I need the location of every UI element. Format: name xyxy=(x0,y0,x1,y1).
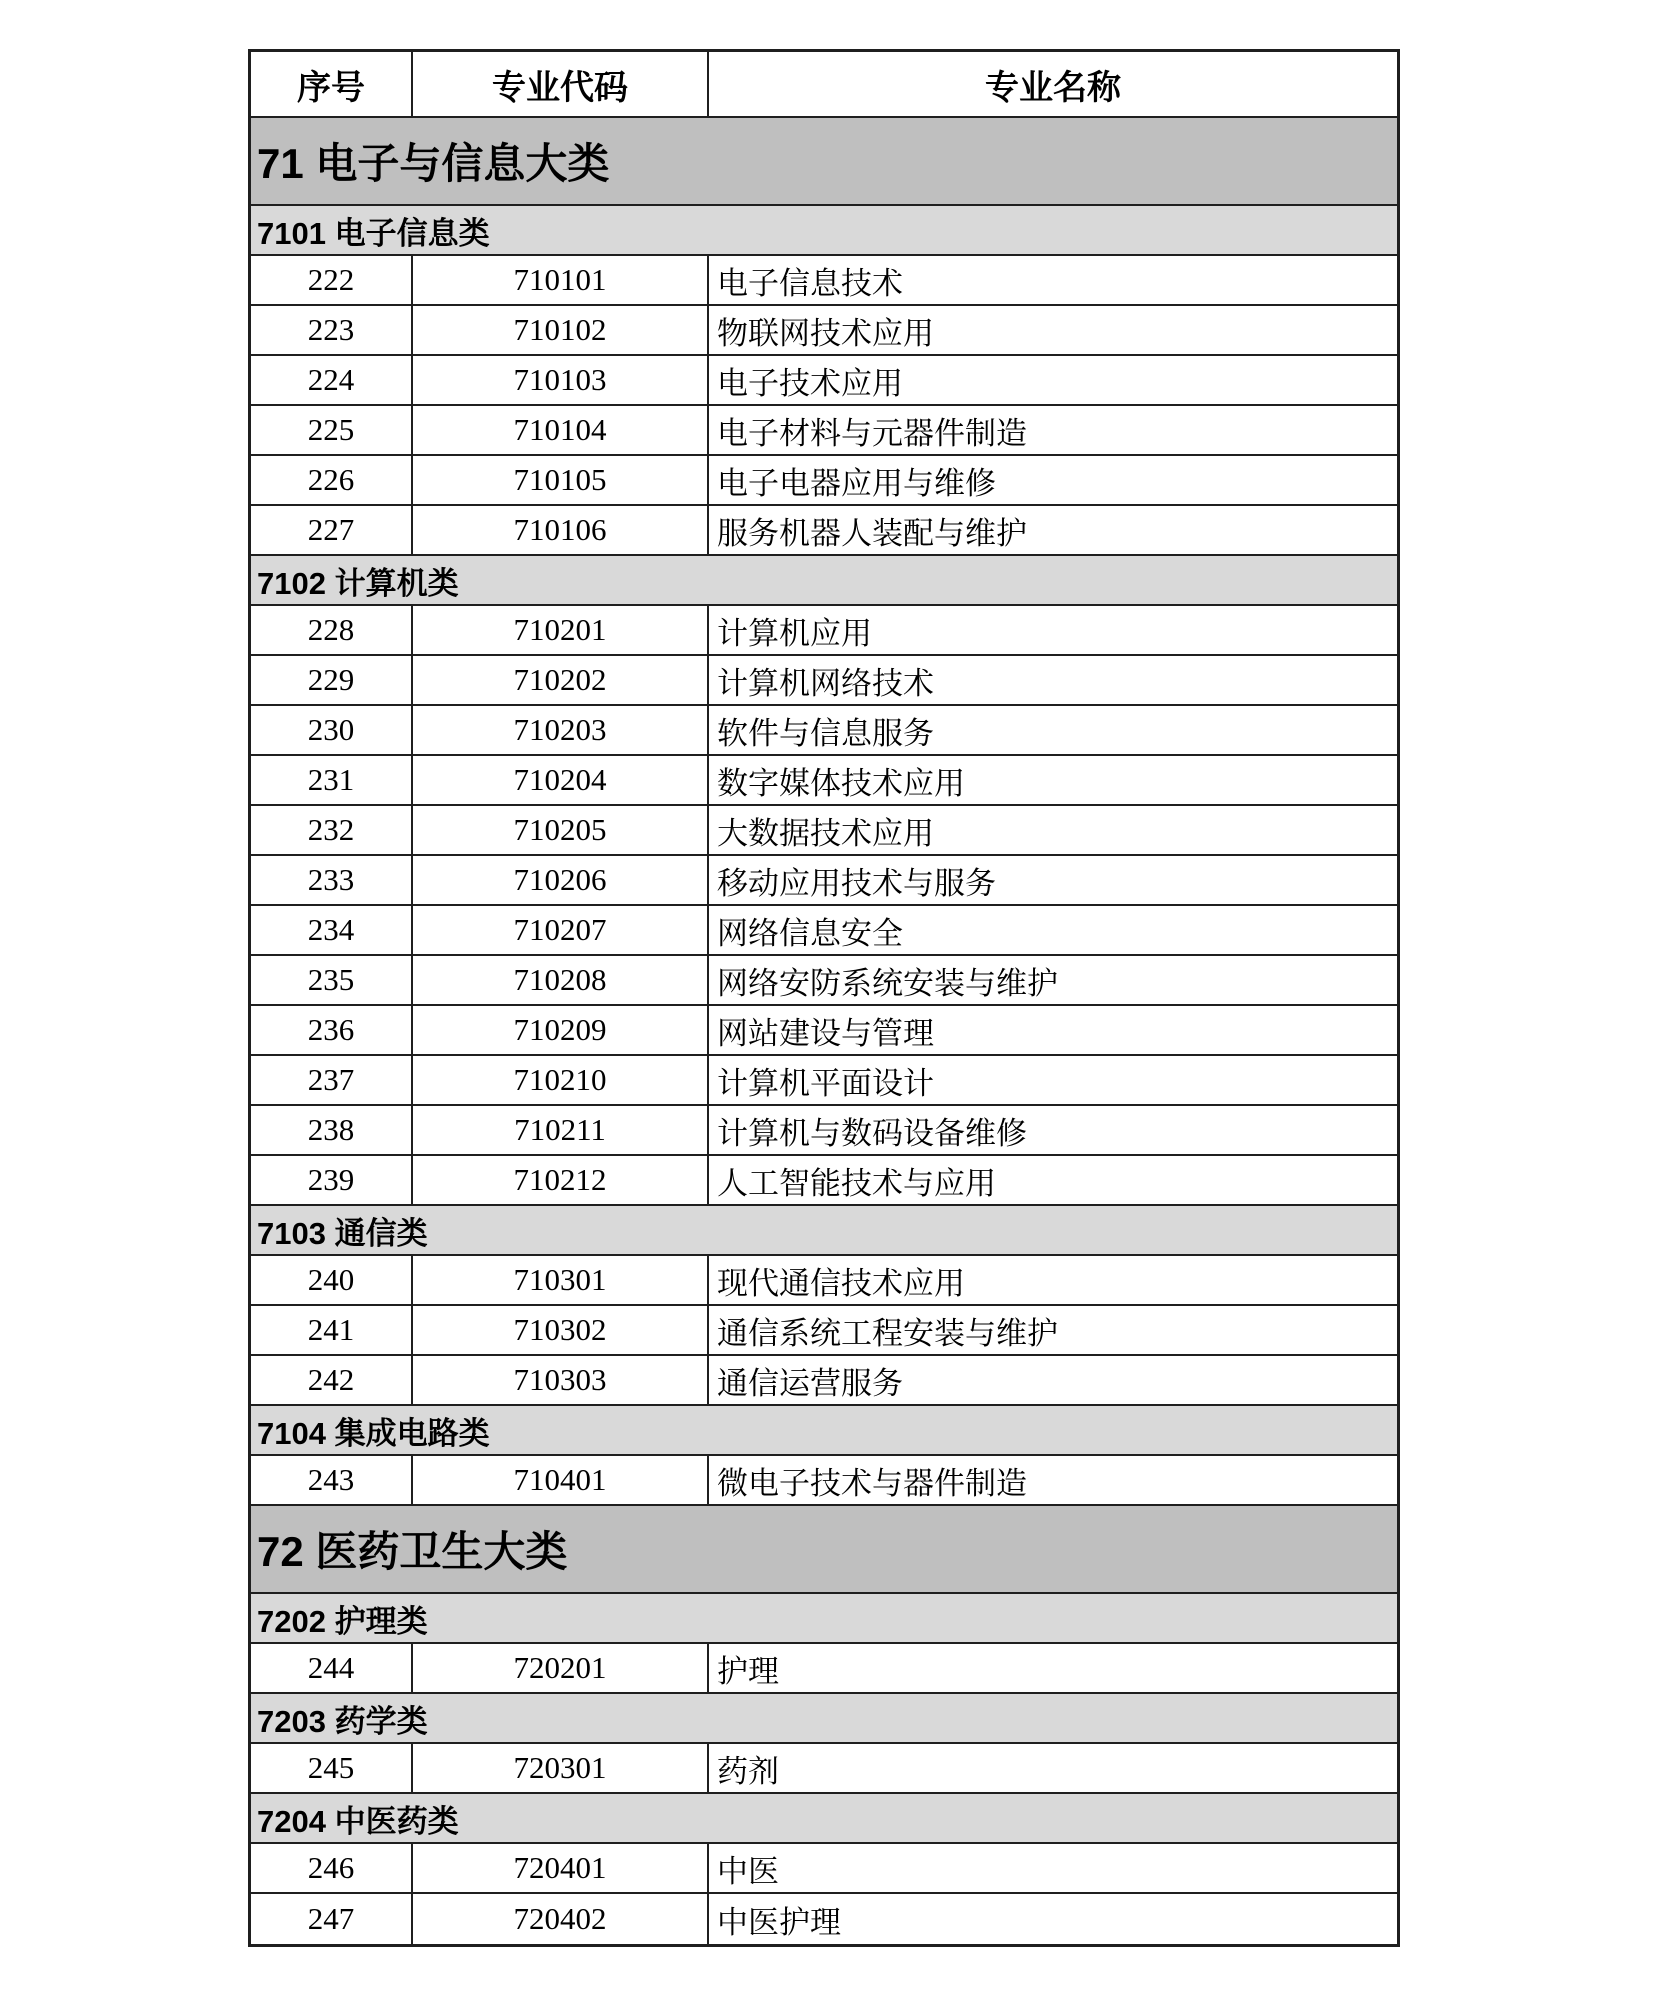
cell-major-code: 710102 xyxy=(413,306,709,354)
section-header-row xyxy=(251,118,1397,206)
table-row xyxy=(251,506,1397,556)
cell-serial-number: 232 xyxy=(251,806,413,854)
column-header-major-code: 专业代码 xyxy=(413,52,709,116)
table-row xyxy=(251,756,1397,806)
cell-major-code: 720301 xyxy=(413,1744,709,1792)
cell-serial-number: 222 xyxy=(251,256,413,304)
table-row xyxy=(251,456,1397,506)
table-body xyxy=(251,118,1397,1944)
table-row xyxy=(251,306,1397,356)
table-row xyxy=(251,956,1397,1006)
column-header-serial: 序号 xyxy=(251,52,413,116)
table-row xyxy=(251,256,1397,306)
cell-serial-number: 241 xyxy=(251,1306,413,1354)
table-header-row xyxy=(251,52,1397,118)
cell-serial-number: 226 xyxy=(251,456,413,504)
cell-major-code: 710106 xyxy=(413,506,709,554)
subsection-header-label: 7203 药学类 xyxy=(257,1703,428,1739)
cell-serial-number: 231 xyxy=(251,756,413,804)
cell-serial-number: 235 xyxy=(251,956,413,1004)
table-row xyxy=(251,1644,1397,1694)
cell-major-code: 710212 xyxy=(413,1156,709,1204)
cell-serial-number: 242 xyxy=(251,1356,413,1404)
cell-major-code: 710401 xyxy=(413,1456,709,1504)
column-header-major-name: 专业名称 xyxy=(985,68,1121,107)
cell-major-name: 通信运营服务 xyxy=(717,1365,903,1401)
table-row xyxy=(251,1256,1397,1306)
subsection-header-row xyxy=(251,1594,1397,1644)
cell-major-code: 710207 xyxy=(413,906,709,954)
subsection-header-row xyxy=(251,206,1397,256)
table-row xyxy=(251,1106,1397,1156)
cell-major-name: 计算机与数码设备维修 xyxy=(717,1115,1027,1151)
cell-major-name: 计算机网络技术 xyxy=(717,665,934,701)
cell-major-name: 网络安防系统安装与维护 xyxy=(717,965,1058,1001)
cell-major-name: 中医护理 xyxy=(717,1904,841,1940)
cell-serial-number: 229 xyxy=(251,656,413,704)
subsection-header-row xyxy=(251,556,1397,606)
table-row xyxy=(251,606,1397,656)
cell-major-name: 移动应用技术与服务 xyxy=(717,865,996,901)
cell-serial-number: 223 xyxy=(251,306,413,354)
table-row xyxy=(251,356,1397,406)
cell-major-name: 电子电器应用与维修 xyxy=(717,465,996,501)
cell-serial-number: 246 xyxy=(251,1844,413,1892)
table-row xyxy=(251,1356,1397,1406)
cell-major-name: 物联网技术应用 xyxy=(717,315,934,351)
cell-major-code: 710206 xyxy=(413,856,709,904)
cell-major-code: 710203 xyxy=(413,706,709,754)
table-row xyxy=(251,706,1397,756)
cell-serial-number: 245 xyxy=(251,1744,413,1792)
cell-major-code: 710301 xyxy=(413,1256,709,1304)
cell-major-code: 710204 xyxy=(413,756,709,804)
subsection-header-row xyxy=(251,1794,1397,1844)
cell-serial-number: 243 xyxy=(251,1456,413,1504)
cell-major-code: 710101 xyxy=(413,256,709,304)
cell-major-code: 710205 xyxy=(413,806,709,854)
cell-serial-number: 227 xyxy=(251,506,413,554)
cell-serial-number: 230 xyxy=(251,706,413,754)
table-row xyxy=(251,1844,1397,1894)
cell-serial-number: 238 xyxy=(251,1106,413,1154)
cell-major-code: 710303 xyxy=(413,1356,709,1404)
cell-major-code: 710210 xyxy=(413,1056,709,1104)
subsection-header-label: 7101 电子信息类 xyxy=(257,215,490,251)
section-header-label: 71 电子与信息大类 xyxy=(257,140,610,187)
cell-serial-number: 237 xyxy=(251,1056,413,1104)
table-row xyxy=(251,856,1397,906)
cell-major-name: 药剂 xyxy=(717,1753,779,1789)
table-row xyxy=(251,406,1397,456)
majors-table xyxy=(248,49,1400,1947)
cell-major-code: 710302 xyxy=(413,1306,709,1354)
table-row xyxy=(251,1456,1397,1506)
table-row xyxy=(251,1056,1397,1106)
cell-major-code: 720402 xyxy=(413,1894,709,1944)
cell-major-code: 710209 xyxy=(413,1006,709,1054)
subsection-header-label: 7204 中医药类 xyxy=(257,1803,459,1839)
section-header-row xyxy=(251,1506,1397,1594)
subsection-header-row xyxy=(251,1406,1397,1456)
cell-major-name: 电子信息技术 xyxy=(717,265,903,301)
cell-serial-number: 244 xyxy=(251,1644,413,1692)
subsection-header-row xyxy=(251,1206,1397,1256)
cell-major-code: 720201 xyxy=(413,1644,709,1692)
subsection-header-row xyxy=(251,1694,1397,1744)
cell-serial-number: 225 xyxy=(251,406,413,454)
subsection-header-label: 7103 通信类 xyxy=(257,1215,428,1251)
cell-serial-number: 240 xyxy=(251,1256,413,1304)
cell-serial-number: 228 xyxy=(251,606,413,654)
table-row xyxy=(251,656,1397,706)
cell-major-name: 网络信息安全 xyxy=(717,915,903,951)
cell-serial-number: 247 xyxy=(251,1894,413,1944)
table-row xyxy=(251,1894,1397,1944)
cell-major-name: 通信系统工程安装与维护 xyxy=(717,1315,1058,1351)
cell-major-code: 710104 xyxy=(413,406,709,454)
cell-major-name: 大数据技术应用 xyxy=(717,815,934,851)
cell-serial-number: 233 xyxy=(251,856,413,904)
cell-major-name: 网站建设与管理 xyxy=(717,1015,934,1051)
cell-major-code: 710103 xyxy=(413,356,709,404)
cell-major-code: 710208 xyxy=(413,956,709,1004)
cell-major-code: 710201 xyxy=(413,606,709,654)
subsection-header-label: 7202 护理类 xyxy=(257,1603,428,1639)
cell-major-name: 中医 xyxy=(717,1853,779,1889)
cell-major-name: 现代通信技术应用 xyxy=(717,1265,965,1301)
cell-major-code: 710211 xyxy=(413,1106,709,1154)
cell-serial-number: 239 xyxy=(251,1156,413,1204)
cell-major-name: 计算机应用 xyxy=(717,615,872,651)
subsection-header-label: 7102 计算机类 xyxy=(257,565,459,601)
cell-major-name: 软件与信息服务 xyxy=(717,715,934,751)
table-row xyxy=(251,906,1397,956)
cell-major-code: 710105 xyxy=(413,456,709,504)
table-row xyxy=(251,1744,1397,1794)
table-row xyxy=(251,1306,1397,1356)
cell-major-name: 人工智能技术与应用 xyxy=(717,1165,996,1201)
cell-major-code: 720401 xyxy=(413,1844,709,1892)
subsection-header-label: 7104 集成电路类 xyxy=(257,1415,490,1451)
table-row xyxy=(251,806,1397,856)
cell-major-name: 护理 xyxy=(717,1653,779,1689)
cell-major-name: 微电子技术与器件制造 xyxy=(717,1465,1027,1501)
section-header-label: 72 医药卫生大类 xyxy=(257,1528,568,1575)
cell-major-name: 服务机器人装配与维护 xyxy=(717,515,1027,551)
table-row xyxy=(251,1006,1397,1056)
cell-major-name: 电子材料与元器件制造 xyxy=(717,415,1027,451)
cell-major-code: 710202 xyxy=(413,656,709,704)
cell-serial-number: 224 xyxy=(251,356,413,404)
cell-major-name: 计算机平面设计 xyxy=(717,1065,934,1101)
table-row xyxy=(251,1156,1397,1206)
cell-serial-number: 236 xyxy=(251,1006,413,1054)
cell-major-name: 数字媒体技术应用 xyxy=(717,765,965,801)
cell-major-name: 电子技术应用 xyxy=(717,365,903,401)
cell-serial-number: 234 xyxy=(251,906,413,954)
